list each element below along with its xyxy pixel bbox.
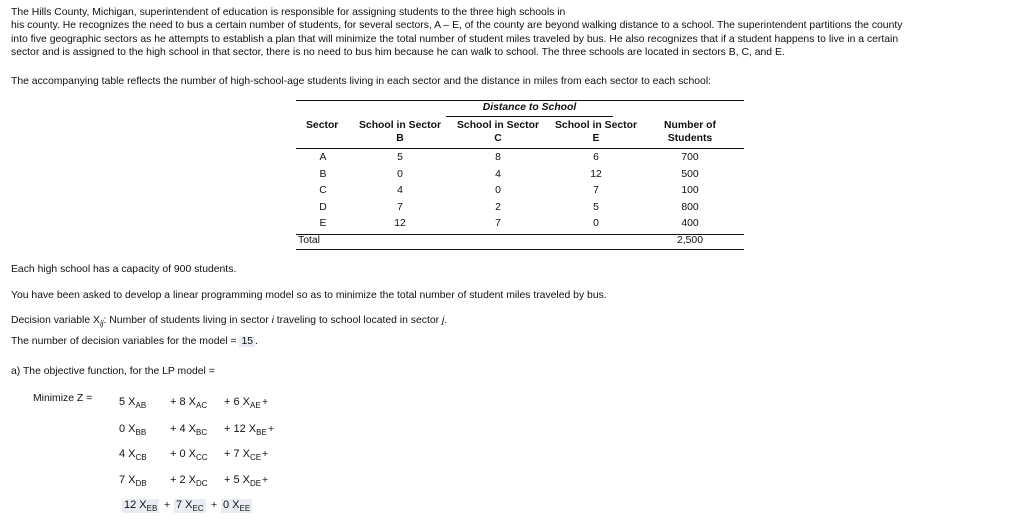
objective-term: 5 $X_{AB}$ <box>119 396 147 410</box>
plus-sign: + <box>211 499 218 511</box>
minimize-label: Minimize Z = <box>33 393 93 404</box>
decision-var-i: i <box>271 315 274 326</box>
table-cell-students: 100 <box>681 185 699 196</box>
objective-term[interactable]: 12 $X_{EB}$ <box>124 499 158 513</box>
num-vars-answer[interactable]: 15 <box>241 336 253 347</box>
num-vars-line <box>11 336 258 347</box>
decision-var-j: j <box>441 315 445 326</box>
decision-var-sub: ij <box>99 319 104 329</box>
plus-sign: + <box>262 396 269 408</box>
task-text: You have been asked to develop a linear programming model so as to minimize the total number of student miles traveled by bus. <box>11 290 607 301</box>
table-cell-sector: E <box>319 218 327 229</box>
table-cell-e: 6 <box>593 152 599 163</box>
students-header-line: Students <box>667 133 713 144</box>
table-cell-b: 4 <box>397 185 403 196</box>
table-top-rule <box>296 100 744 101</box>
table-cell-b: 12 <box>394 218 406 229</box>
school-e-header <box>546 120 646 144</box>
school-header-line: School in Sector <box>555 120 637 131</box>
group-header: Distance to School <box>482 102 577 113</box>
objective-term: 7 $X_{DB}$ <box>119 474 147 488</box>
intro-line: into five geographic sectors as he attempts to establish a plan that will minimize the total number of student miles traveled by bus. He also recognizes that if a student happens to live in a certain <box>11 33 899 45</box>
school-header-sector: E <box>592 133 600 144</box>
intro-paragraph <box>11 6 902 59</box>
objective-term: + 0 $X_{CC}$ <box>170 448 208 462</box>
table-cell-students: 700 <box>681 152 699 163</box>
table-bottom-rule <box>296 249 744 250</box>
table-cell-e: 7 <box>593 185 599 196</box>
num-vars-end: . <box>255 336 258 347</box>
table-cell-c: 8 <box>495 152 501 163</box>
school-header-line: School in Sector <box>457 120 539 131</box>
plus-sign: + <box>262 474 269 486</box>
table-cell-students: 400 <box>681 218 699 229</box>
objective-term: + 7 $X_{CE}$ <box>224 448 262 462</box>
school-header-sector: B <box>396 133 404 144</box>
header-bottom-rule <box>296 148 744 149</box>
plus-sign: + <box>268 423 275 435</box>
students-header-line: Number of <box>664 120 716 131</box>
school-header-sector: C <box>494 133 502 144</box>
sector-header: Sector <box>306 120 339 131</box>
plus-sign: + <box>164 499 171 511</box>
total-label: Total <box>298 235 320 246</box>
students-header <box>646 120 734 144</box>
objective-term: + 4 $X_{BC}$ <box>170 423 208 437</box>
objective-term: 0 $X_{BB}$ <box>119 423 147 437</box>
decision-var-end: . <box>444 315 448 326</box>
decision-var-desc: traveling to school located in sector <box>273 315 442 326</box>
intro-line: The Hills County, Michigan, superintendent of education is responsible for assigning students to the three high schools in <box>11 7 566 18</box>
table-cell-students: 800 <box>681 201 699 213</box>
table-cell-b: 5 <box>397 152 403 163</box>
plus-sign: + <box>262 448 269 460</box>
table-intro: The accompanying table reflects the number of high-school-age students living in each sector and the distance in miles from each sector to each school: <box>11 76 712 87</box>
objective-term: + 6 $X_{AE}$ <box>224 396 261 410</box>
objective-term: + 12 $X_{BE}$ <box>224 423 267 437</box>
part-a-label: a) The objective function, for the LP model = <box>11 366 215 377</box>
objective-term[interactable]: 0 $X_{EE}$ <box>223 499 251 513</box>
table-cell-b: 7 <box>397 201 403 213</box>
decision-variable-text <box>11 315 447 328</box>
table-cell-sector: C <box>319 185 327 196</box>
objective-term: + 2 $X_{DC}$ <box>170 474 208 488</box>
group-header-rule <box>446 116 613 117</box>
objective-term: + 8 $X_{AC}$ <box>170 396 208 410</box>
school-b-header <box>350 120 450 144</box>
school-header-line: School in Sector <box>359 120 441 131</box>
school-c-header <box>448 120 548 144</box>
table-cell-e: 0 <box>593 218 599 229</box>
table-cell-c: 4 <box>495 168 501 180</box>
decision-var-prefix: Decision variable X <box>11 315 100 326</box>
table-cell-students: 500 <box>681 168 699 180</box>
table-cell-sector: B <box>319 168 327 180</box>
table-cell-sector: A <box>319 152 327 163</box>
total-value: 2,500 <box>676 235 703 246</box>
table-cell-c: 7 <box>495 218 501 229</box>
objective-term: 4 $X_{CB}$ <box>119 448 147 462</box>
num-vars-label: The number of decision variables for the model = <box>11 336 237 347</box>
intro-line: sector and is assigned to the high school in that sector, there is no need to bus him because he can walk to school. The three schools are located in sectors B, C, and E. <box>11 46 785 58</box>
table-cell-c: 2 <box>495 201 501 213</box>
intro-line: his county. He recognizes the need to bus a certain number of students, for several sectors, A – E, of the county are beyond walking distance to a school. The superintendent partitions the county <box>11 20 903 32</box>
capacity-text: Each high school has a capacity of 900 students. <box>11 264 237 275</box>
decision-var-desc: : Number of students living in sector <box>103 315 272 326</box>
table-cell-c: 0 <box>495 185 501 196</box>
table-cell-e: 5 <box>593 201 599 213</box>
table-cell-b: 0 <box>397 168 403 180</box>
objective-term: + 5 $X_{DE}$ <box>224 474 262 488</box>
table-cell-sector: D <box>319 201 327 213</box>
objective-term[interactable]: 7 $X_{EC}$ <box>176 499 204 513</box>
table-cell-e: 12 <box>590 168 602 180</box>
